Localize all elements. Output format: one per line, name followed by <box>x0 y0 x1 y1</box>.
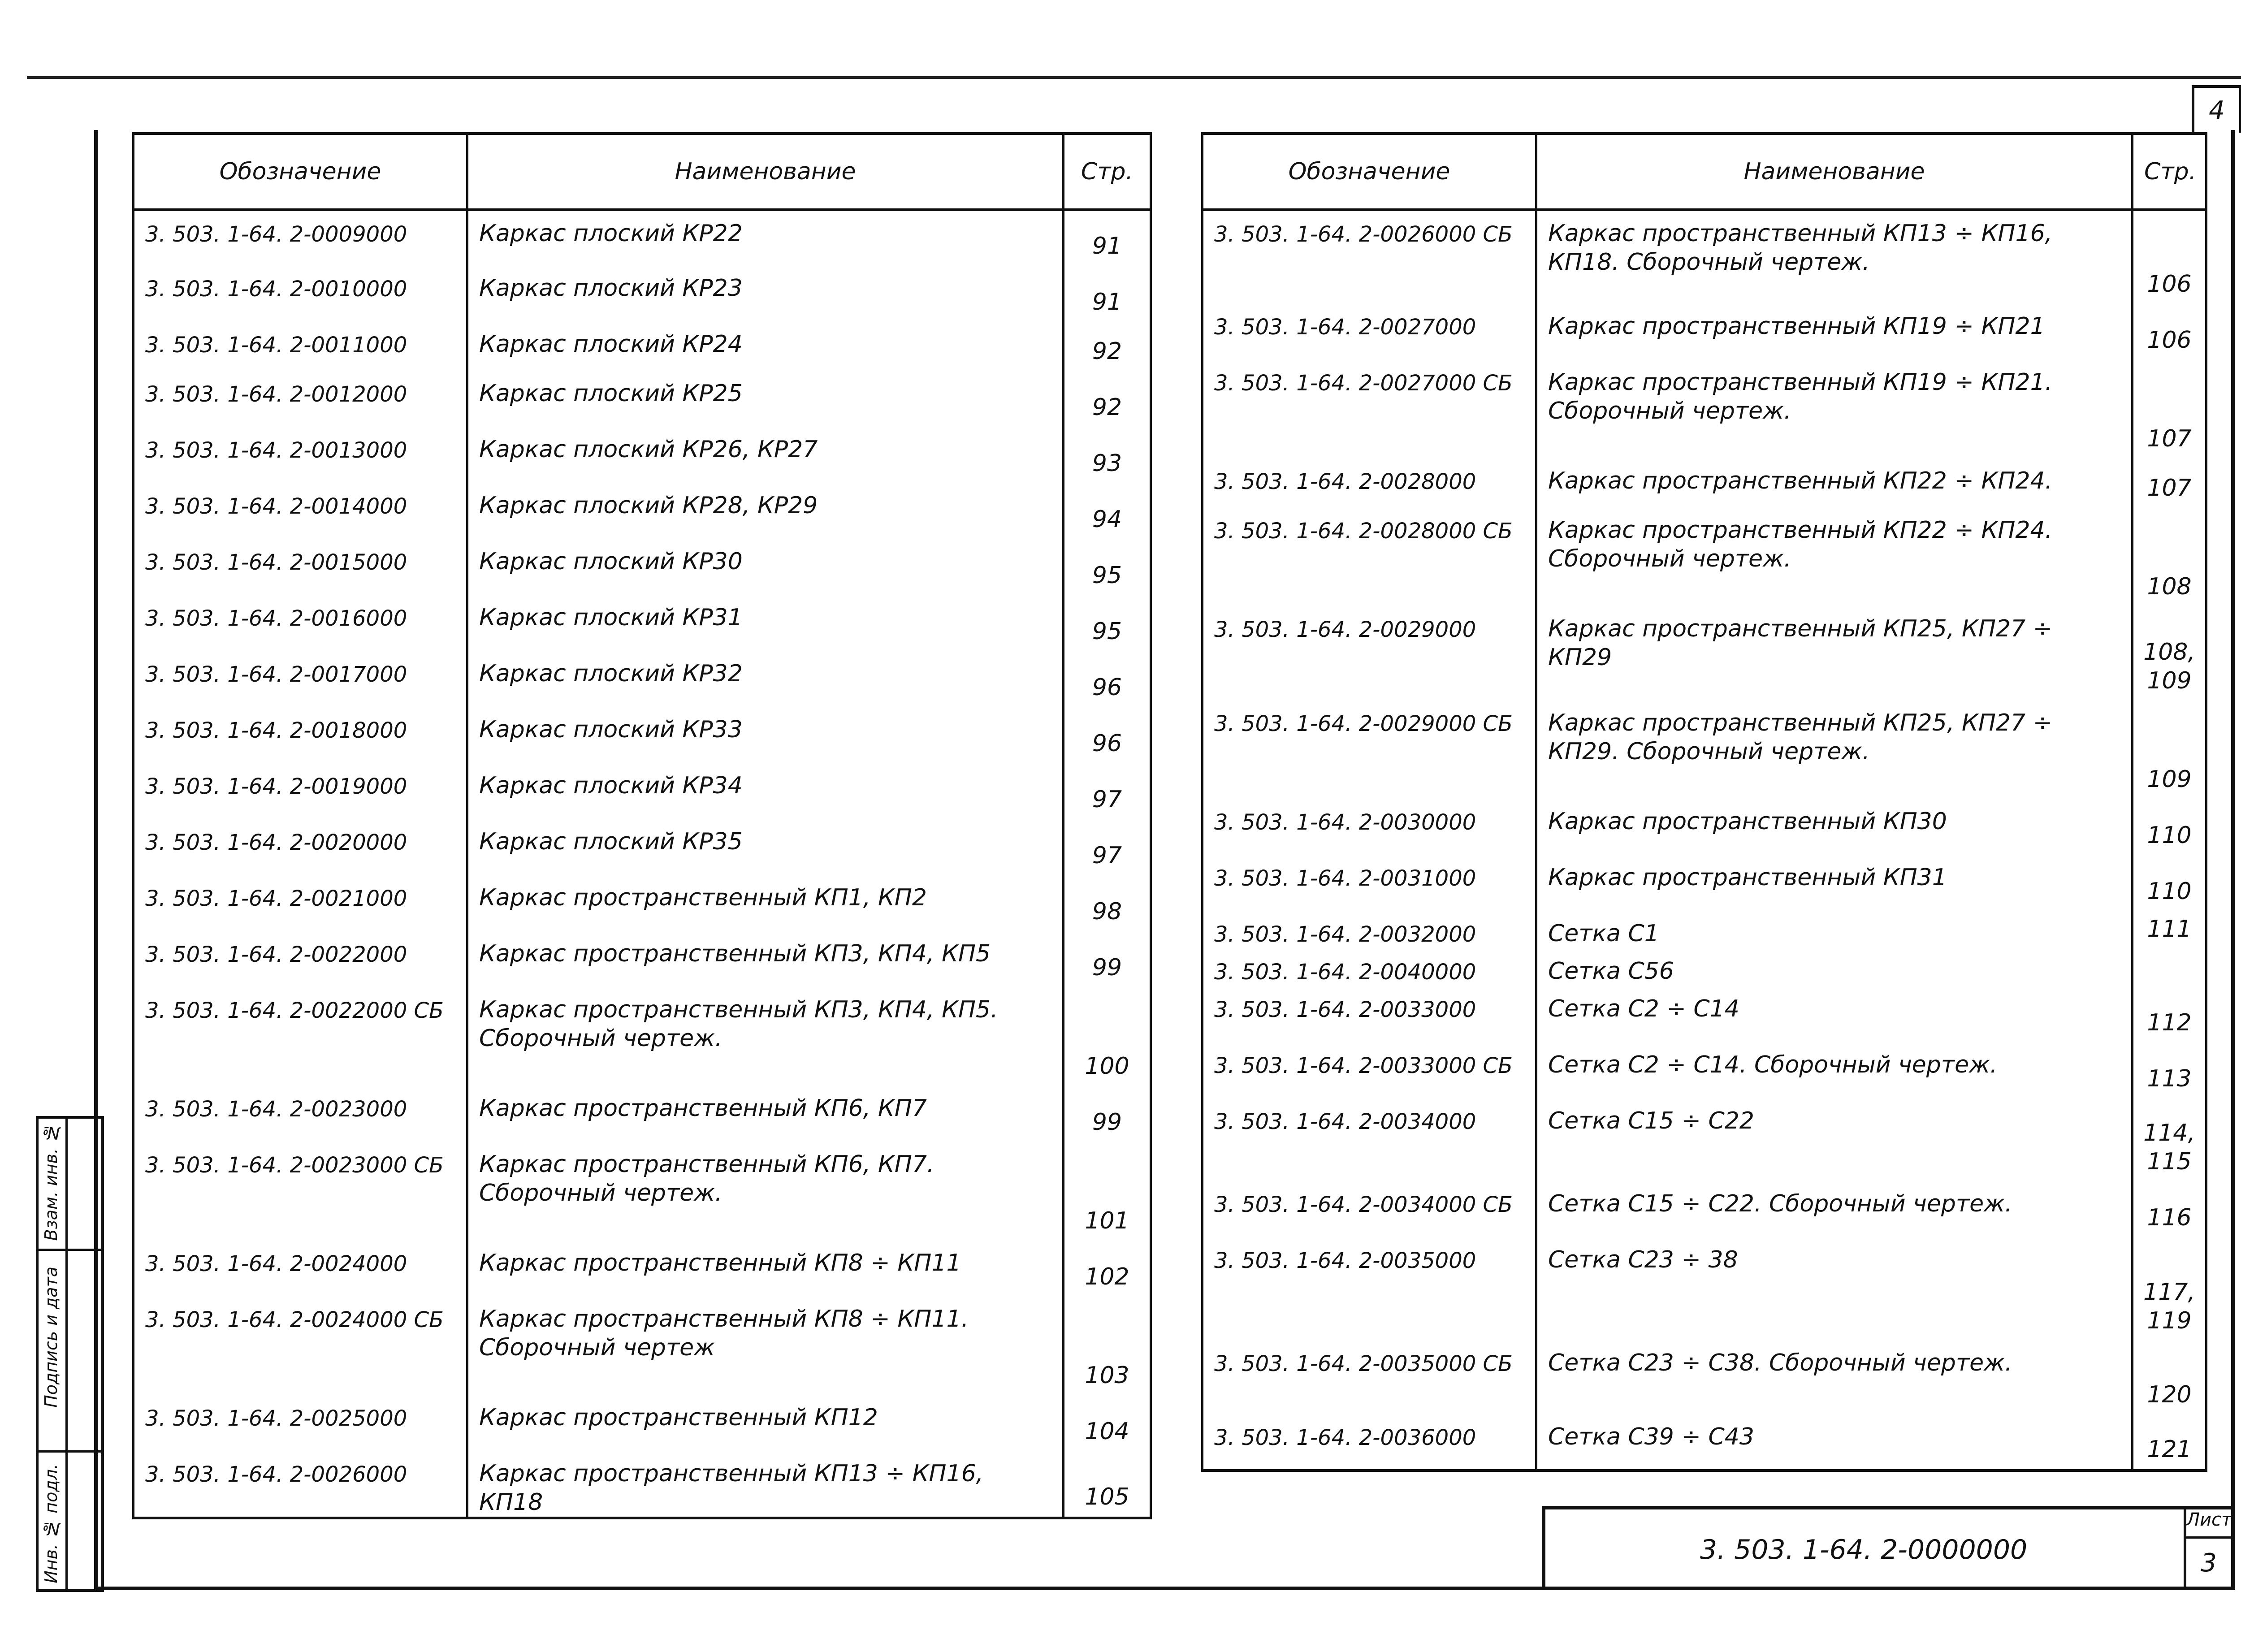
page-cell: 97 <box>1064 763 1151 819</box>
name-cell: Каркас пространственный КП25, КП27 ÷ КП29 <box>1536 606 2133 701</box>
page-cell: 97 <box>1064 819 1151 875</box>
designation-cell: 3. 503. 1-64. 2-0015000 <box>134 539 467 595</box>
page-cell: 103 <box>1064 1297 1151 1395</box>
designation-cell: 3. 503. 1-64. 2-0032000 <box>1203 911 1536 949</box>
page-cell: 92 <box>1064 371 1151 427</box>
name-cell: Сетка С23 ÷ С38. Сборочный чертеж. <box>1536 1341 2133 1414</box>
designation-cell: 3. 503. 1-64. 2-0020000 <box>134 819 467 875</box>
designation-cell: 3. 503. 1-64. 2-0025000 <box>134 1395 467 1451</box>
header-designation: Обозначение <box>1203 134 1536 210</box>
signature-date-label: Подпись и дата <box>41 1267 61 1408</box>
page-cell: 92 <box>1064 322 1151 371</box>
page-cell: 114, 115 <box>2133 1098 2206 1181</box>
table-row <box>1203 360 2206 458</box>
designation-cell: 3. 503. 1-64. 2-0027000 <box>1203 304 1536 360</box>
page-cell: 108 <box>2133 508 2206 606</box>
header-name: Наименование <box>467 134 1064 210</box>
table-row <box>1203 304 2206 360</box>
name-cell: Каркас пространственный КП13 ÷ КП16, КП18 <box>467 1451 1064 1518</box>
top-edge-line <box>27 76 2241 79</box>
name-cell: Каркас пространственный КП6, КП7. Сборочный чертеж. <box>467 1142 1064 1241</box>
page-cell: 112 <box>2133 986 2206 1042</box>
page-cell: 116 <box>2133 1181 2206 1237</box>
table-row <box>1203 1042 2206 1098</box>
name-cell: Каркас плоский КР22 <box>467 210 1064 266</box>
table-row <box>1203 606 2206 701</box>
table-row <box>134 931 1151 987</box>
designation-cell: 3. 503. 1-64. 2-0035000 <box>1203 1237 1536 1341</box>
name-cell: Каркас плоский КР30 <box>467 539 1064 595</box>
page-cell: 109 <box>2133 701 2206 799</box>
table-row <box>134 539 1151 595</box>
designation-cell: 3. 503. 1-64. 2-0035000 СБ <box>1203 1341 1536 1414</box>
name-cell: Каркас пространственный КП3, КП4, КП5. Сборочный чертеж. <box>467 987 1064 1086</box>
table-header-row <box>1203 134 2206 210</box>
designation-cell: 3. 503. 1-64. 2-0031000 <box>1203 855 1536 911</box>
designation-cell: 3. 503. 1-64. 2-0040000 <box>1203 949 1536 986</box>
sidebar-divider <box>65 1119 68 1589</box>
name-cell: Каркас пространственный КП30 <box>1536 799 2133 855</box>
corner-sheet-number: 4 <box>2192 85 2241 133</box>
table-header-row <box>134 134 1151 210</box>
table-row <box>134 875 1151 931</box>
page-cell: 121 <box>2133 1414 2206 1470</box>
table-row <box>134 1451 1151 1518</box>
page-cell: 104 <box>1064 1395 1151 1451</box>
page-cell: 108, 109 <box>2133 606 2206 701</box>
page-cell: 93 <box>1064 427 1151 483</box>
designation-cell: 3. 503. 1-64. 2-0017000 <box>134 651 467 707</box>
table-row <box>134 595 1151 651</box>
designation-cell: 3. 503. 1-64. 2-0019000 <box>134 763 467 819</box>
page-cell: 101 <box>1064 1142 1151 1241</box>
name-cell: Сетка С23 ÷ 38 <box>1536 1237 2133 1341</box>
table-row <box>1203 508 2206 606</box>
designation-cell: 3. 503. 1-64. 2-0036000 <box>1203 1414 1536 1470</box>
inv-no-orig-label: Инв. № подл. <box>41 1464 61 1583</box>
designation-cell: 3. 503. 1-64. 2-0023000 <box>134 1086 467 1142</box>
name-cell: Каркас плоский КР31 <box>467 595 1064 651</box>
name-cell: Каркас пространственный КП22 ÷ КП24. Сборочный чертеж. <box>1536 508 2133 606</box>
table-row <box>1203 210 2206 304</box>
table-row <box>134 1297 1151 1395</box>
designation-cell: 3. 503. 1-64. 2-0028000 <box>1203 458 1536 508</box>
table-row <box>1203 855 2206 911</box>
designation-cell: 3. 503. 1-64. 2-0009000 <box>134 210 467 266</box>
name-cell: Каркас пространственный КП19 ÷ КП21. Сборочный чертеж. <box>1536 360 2133 458</box>
table-row <box>134 371 1151 427</box>
table-row <box>134 1395 1151 1451</box>
sheet-cell <box>2184 1509 2231 1590</box>
designation-cell: 3. 503. 1-64. 2-0026000 СБ <box>1203 210 1536 304</box>
name-cell: Каркас пространственный КП1, КП2 <box>467 875 1064 931</box>
header-page: Стр. <box>2133 134 2206 210</box>
page-cell: 110 <box>2133 799 2206 855</box>
sidebar-hline <box>39 1450 101 1453</box>
designation-cell: 3. 503. 1-64. 2-0018000 <box>134 707 467 763</box>
name-cell: Каркас пространственный КП13 ÷ КП16, КП18. Сборочный чертеж. <box>1536 210 2133 304</box>
name-cell: Каркас пространственный КП6, КП7 <box>467 1086 1064 1142</box>
page-cell: 120 <box>2133 1341 2206 1414</box>
name-cell: Сетка С1 <box>1536 911 2133 949</box>
table-row <box>1203 1414 2206 1470</box>
designation-cell: 3. 503. 1-64. 2-0024000 <box>134 1241 467 1297</box>
document-code: 3. 503. 1-64. 2-0000000 <box>1700 1534 2028 1566</box>
page-cell: 107 <box>2133 360 2206 458</box>
name-cell: Каркас пространственный КП31 <box>1536 855 2133 911</box>
table-row <box>134 1086 1151 1142</box>
table-row <box>134 987 1151 1086</box>
table-row <box>1203 1341 2206 1414</box>
page-cell: 111 <box>2133 911 2206 949</box>
name-cell: Каркас пространственный КП8 ÷ КП11. Сборочный чертеж <box>467 1297 1064 1395</box>
page-cell: 99 <box>1064 931 1151 987</box>
page-cell: 96 <box>1064 707 1151 763</box>
page-cell: 105 <box>1064 1451 1151 1518</box>
page-cell: 107 <box>2133 458 2206 508</box>
designation-cell: 3. 503. 1-64. 2-0010000 <box>134 266 467 322</box>
page-cell: 99 <box>1064 1086 1151 1142</box>
sidebar-hline <box>39 1249 101 1251</box>
designation-cell: 3. 503. 1-64. 2-0022000 <box>134 931 467 987</box>
table-row <box>1203 911 2206 949</box>
designation-cell: 3. 503. 1-64. 2-0026000 <box>134 1451 467 1518</box>
table-row <box>1203 701 2206 799</box>
designation-cell: 3. 503. 1-64. 2-0030000 <box>1203 799 1536 855</box>
page-cell: 106 <box>2133 304 2206 360</box>
name-cell: Каркас пространственный КП3, КП4, КП5 <box>467 931 1064 987</box>
table-row <box>1203 1237 2206 1341</box>
table-row <box>1203 799 2206 855</box>
designation-cell: 3. 503. 1-64. 2-0016000 <box>134 595 467 651</box>
designation-cell: 3. 503. 1-64. 2-0033000 <box>1203 986 1536 1042</box>
page-cell <box>2133 949 2206 986</box>
designation-cell: 3. 503. 1-64. 2-0034000 СБ <box>1203 1181 1536 1237</box>
table-row <box>134 483 1151 539</box>
table-row <box>1203 1098 2206 1181</box>
page-cell: 94 <box>1064 483 1151 539</box>
table-row <box>134 322 1151 371</box>
page-cell: 91 <box>1064 266 1151 322</box>
name-cell: Сетка С2 ÷ С14. Сборочный чертеж. <box>1536 1042 2133 1098</box>
name-cell: Каркас пространственный КП19 ÷ КП21 <box>1536 304 2133 360</box>
page-cell: 95 <box>1064 595 1151 651</box>
page-cell: 106 <box>2133 210 2206 304</box>
page-cell: 110 <box>2133 855 2206 911</box>
name-cell: Каркас плоский КР28, КР29 <box>467 483 1064 539</box>
table-row <box>134 707 1151 763</box>
name-cell: Каркас плоский КР25 <box>467 371 1064 427</box>
table-row <box>1203 986 2206 1042</box>
name-cell: Сетка С2 ÷ С14 <box>1536 986 2133 1042</box>
table-row <box>1203 458 2206 508</box>
table-row <box>134 427 1151 483</box>
name-cell: Сетка С56 <box>1536 949 2133 986</box>
sheet-number: 3 <box>2201 1548 2217 1578</box>
designation-cell: 3. 503. 1-64. 2-0024000 СБ <box>134 1297 467 1395</box>
left-register-table <box>132 132 1152 1519</box>
designation-cell: 3. 503. 1-64. 2-0012000 <box>134 371 467 427</box>
right-register-table <box>1201 132 2207 1472</box>
designation-cell: 3. 503. 1-64. 2-0021000 <box>134 875 467 931</box>
name-cell: Каркас плоский КР26, КР27 <box>467 427 1064 483</box>
name-cell: Сетка С15 ÷ С22. Сборочный чертеж. <box>1536 1181 2133 1237</box>
header-designation: Обозначение <box>134 134 467 210</box>
table-row <box>134 210 1151 266</box>
designation-cell: 3. 503. 1-64. 2-0034000 <box>1203 1098 1536 1181</box>
table-row <box>134 1241 1151 1297</box>
name-cell: Каркас пространственный КП25, КП27 ÷ КП29. Сборочный чертеж. <box>1536 701 2133 799</box>
table-row <box>134 1142 1151 1241</box>
table-row <box>1203 1181 2206 1237</box>
page-cell: 91 <box>1064 210 1151 266</box>
designation-cell: 3. 503. 1-64. 2-0029000 СБ <box>1203 701 1536 799</box>
name-cell: Каркас плоский КР33 <box>467 707 1064 763</box>
table-row <box>134 651 1151 707</box>
designation-cell: 3. 503. 1-64. 2-0013000 <box>134 427 467 483</box>
replaced-inv-label: Взам. инв. № <box>41 1123 61 1241</box>
name-cell: Сетка С39 ÷ С43 <box>1536 1414 2133 1470</box>
title-block <box>1542 1506 2231 1590</box>
designation-cell: 3. 503. 1-64. 2-0029000 <box>1203 606 1536 701</box>
name-cell: Каркас плоский КР23 <box>467 266 1064 322</box>
designation-cell: 3. 503. 1-64. 2-0011000 <box>134 322 467 371</box>
header-page: Стр. <box>1064 134 1151 210</box>
page-cell: 96 <box>1064 651 1151 707</box>
designation-cell: 3. 503. 1-64. 2-0014000 <box>134 483 467 539</box>
page-cell: 100 <box>1064 987 1151 1086</box>
name-cell: Каркас плоский КР32 <box>467 651 1064 707</box>
page-cell: 98 <box>1064 875 1151 931</box>
designation-cell: 3. 503. 1-64. 2-0033000 СБ <box>1203 1042 1536 1098</box>
designation-cell: 3. 503. 1-64. 2-0023000 СБ <box>134 1142 467 1241</box>
name-cell: Каркас плоский КР24 <box>467 322 1064 371</box>
sidebar-stamp <box>36 1116 104 1592</box>
table-row <box>134 763 1151 819</box>
designation-cell: 3. 503. 1-64. 2-0027000 СБ <box>1203 360 1536 458</box>
name-cell: Каркас пространственный КП8 ÷ КП11 <box>467 1241 1064 1297</box>
page-cell: 117, 119 <box>2133 1237 2206 1341</box>
page-cell: 113 <box>2133 1042 2206 1098</box>
name-cell: Сетка С15 ÷ С22 <box>1536 1098 2133 1181</box>
sheet-label: Лист <box>2186 1509 2231 1539</box>
name-cell: Каркас пространственный КП12 <box>467 1395 1064 1451</box>
header-name: Наименование <box>1536 134 2133 210</box>
table-row <box>134 266 1151 322</box>
name-cell: Каркас плоский КР35 <box>467 819 1064 875</box>
name-cell: Каркас плоский КР34 <box>467 763 1064 819</box>
designation-cell: 3. 503. 1-64. 2-0022000 СБ <box>134 987 467 1086</box>
name-cell: Каркас пространственный КП22 ÷ КП24. <box>1536 458 2133 508</box>
page-cell: 102 <box>1064 1241 1151 1297</box>
page-cell: 95 <box>1064 539 1151 595</box>
table-row <box>1203 949 2206 986</box>
table-row <box>134 819 1151 875</box>
designation-cell: 3. 503. 1-64. 2-0028000 СБ <box>1203 508 1536 606</box>
